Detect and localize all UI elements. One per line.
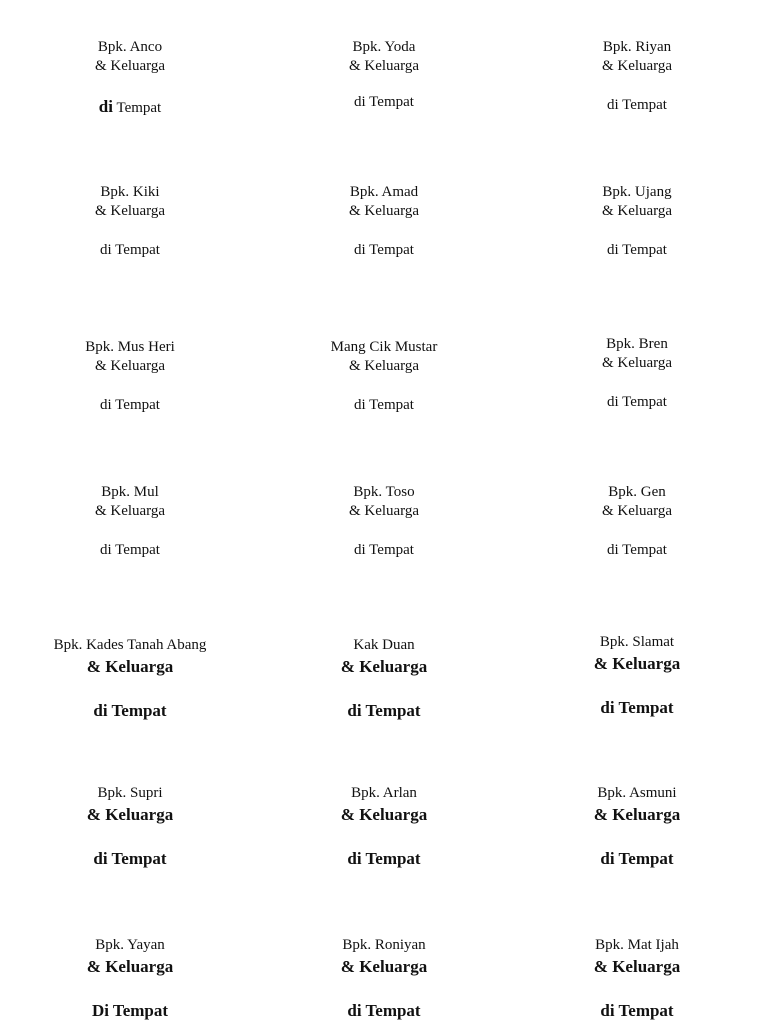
recipient-name: Bpk. Mul [101, 484, 159, 500]
family-line: & Keluarga [601, 58, 673, 74]
address-label [517, 337, 757, 410]
family-line: & Keluarga [94, 503, 166, 519]
location-line: di Tempat [600, 1001, 674, 1020]
family-line: & Keluarga [86, 957, 174, 976]
family-line: & Keluarga [601, 355, 673, 371]
family-line: & Keluarga [340, 805, 428, 824]
recipient-name: Bpk. Gen [608, 484, 666, 500]
address-label [264, 938, 504, 1019]
address-label [10, 938, 250, 1019]
recipient-name: Bpk. Riyan [602, 39, 672, 55]
recipient-name: Bpk. Bren [606, 336, 668, 352]
address-label [517, 185, 757, 258]
recipient-name: Bpk. Kades Tanah Abang [53, 637, 207, 653]
recipient-name: Bpk. Yayan [95, 937, 165, 953]
family-line: & Keluarga [348, 203, 420, 219]
location-line: di Tempat [354, 242, 414, 258]
recipient-name: Bpk. Ujang [602, 184, 672, 200]
address-label [264, 185, 504, 258]
location-line: di Tempat [347, 1001, 421, 1020]
location-line: di Tempat [347, 849, 421, 868]
family-line: & Keluarga [86, 805, 174, 824]
location-line: Di Tempat [91, 1001, 169, 1020]
location-rest: Tempat [112, 100, 162, 116]
recipient-name: Bpk. Asmuni [597, 785, 677, 801]
family-line: & Keluarga [593, 654, 681, 673]
address-label [10, 185, 250, 258]
family-line: & Keluarga [94, 203, 166, 219]
location-line: di Tempat [100, 542, 160, 558]
address-label [264, 485, 504, 558]
address-label [264, 340, 504, 413]
address-label [10, 340, 250, 413]
location-line: di Tempat [607, 242, 667, 258]
location-line: di Tempat [354, 94, 414, 110]
location-line: di Tempat [93, 849, 167, 868]
family-line: & Keluarga [593, 805, 681, 824]
location-line [10, 98, 250, 116]
recipient-name: Bpk. Supri [97, 785, 163, 801]
family-line: & Keluarga [94, 58, 166, 74]
location-line: di Tempat [607, 394, 667, 410]
recipient-name: Bpk. Kiki [100, 184, 160, 200]
location-line: di Tempat [354, 542, 414, 558]
address-label [10, 786, 250, 867]
family-line: & Keluarga [348, 358, 420, 374]
recipient-name: Bpk. Amad [349, 184, 419, 200]
location-line: di Tempat [354, 397, 414, 413]
address-label [264, 786, 504, 867]
location-line: di Tempat [93, 701, 167, 720]
location-line: di Tempat [100, 397, 160, 413]
recipient-name: Bpk. Mus Heri [85, 339, 175, 355]
family-line: & Keluarga [86, 657, 174, 676]
recipient-name: Bpk. Roniyan [342, 937, 426, 953]
address-label [517, 938, 757, 1019]
family-line: & Keluarga [340, 957, 428, 976]
family-line: & Keluarga [601, 203, 673, 219]
recipient-name: Bpk. Arlan [351, 785, 417, 801]
location-line: di Tempat [347, 701, 421, 720]
family-line: & Keluarga [601, 503, 673, 519]
address-label [517, 40, 757, 113]
recipient-name: Bpk. Slamat [599, 634, 675, 650]
recipient-name: Bpk. Yoda [352, 39, 416, 55]
recipient-name: Bpk. Toso [353, 484, 415, 500]
address-label [10, 485, 250, 558]
location-prefix: di [98, 97, 113, 116]
address-label [517, 635, 757, 716]
recipient-name: Bpk. Anco [97, 39, 163, 55]
address-label [264, 40, 504, 110]
family-line: & Keluarga [593, 957, 681, 976]
recipient-name: Bpk. Mat Ijah [595, 937, 679, 953]
recipient-name: Mang Cik Mustar [330, 339, 438, 355]
address-label [264, 638, 504, 719]
family-line: & Keluarga [348, 58, 420, 74]
address-label [10, 638, 250, 719]
recipient-name: Kak Duan [353, 637, 415, 653]
family-line: & Keluarga [94, 358, 166, 374]
location-line: di Tempat [607, 542, 667, 558]
location-line: di Tempat [600, 849, 674, 868]
address-label [517, 786, 757, 867]
address-label [517, 485, 757, 558]
location-line: di Tempat [607, 97, 667, 113]
address-label [10, 40, 250, 116]
family-line: & Keluarga [340, 657, 428, 676]
location-line: di Tempat [100, 242, 160, 258]
family-line: & Keluarga [348, 503, 420, 519]
location-line: di Tempat [600, 698, 674, 717]
